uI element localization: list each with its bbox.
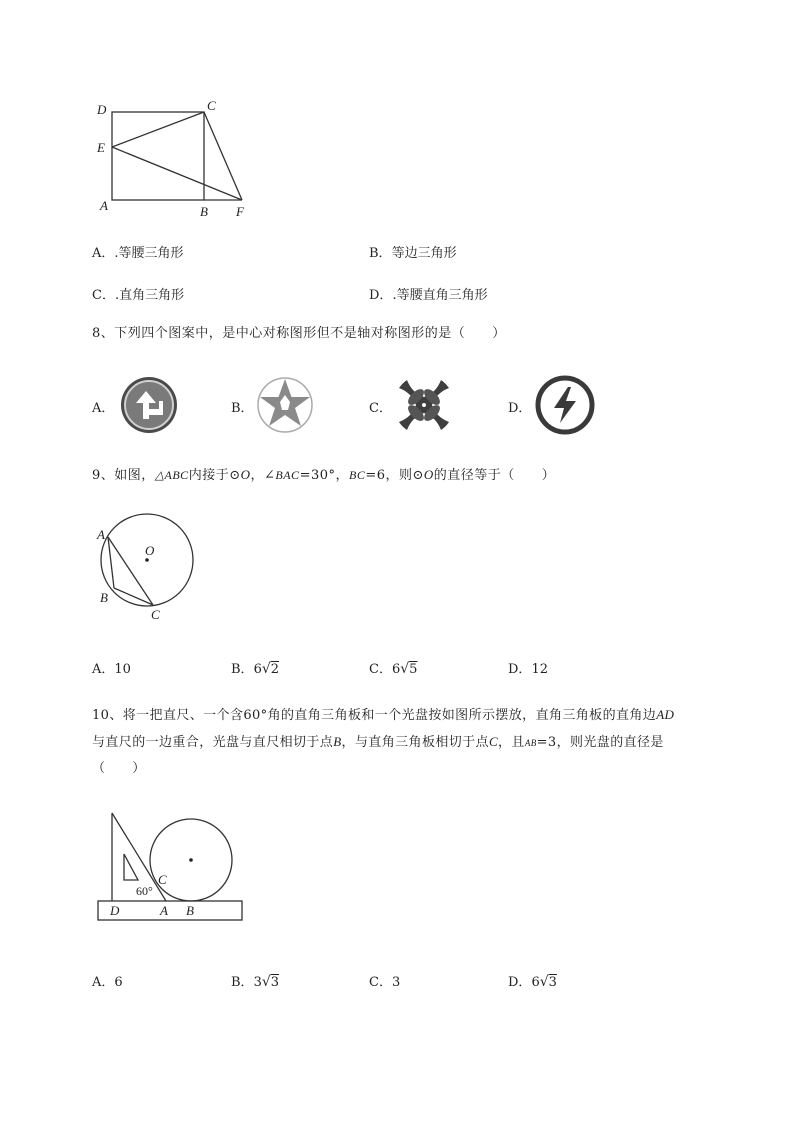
option-letter: C． xyxy=(92,288,115,303)
q9-label-c: C xyxy=(151,607,160,622)
option-letter: B． xyxy=(369,246,392,261)
q9-label-a: A xyxy=(97,527,105,542)
q10-option-c[interactable]: C．3 xyxy=(369,975,401,990)
option-letter: C． xyxy=(369,401,392,416)
option-text: .直角三角形 xyxy=(114,288,185,303)
q9-option-d[interactable]: D．12 xyxy=(508,662,548,677)
q9-option-c[interactable]: C．6√5 xyxy=(369,661,418,677)
q8-option-d[interactable] xyxy=(508,397,531,416)
option-text: 等边三角形 xyxy=(391,246,457,261)
q7-geometry-diagram xyxy=(90,95,260,225)
option-letter: B． xyxy=(231,401,254,416)
q10-label-b: B xyxy=(186,903,194,918)
q9-label-b: B xyxy=(100,590,108,605)
q9-stem: 9、如图，△ABC内接于⊙O，∠BAC=30°，BC=6，则⊙O的直径等于（ ） xyxy=(92,467,556,483)
option-text: .等腰直角三角形 xyxy=(392,288,488,303)
q7-label-f: F xyxy=(236,204,244,219)
q10-stem: 10、将一把直尺、一个含60°角的直角三角板和一个光盘按如图所示摆放，直角三角板的直角边AD 与直尺的一边重合，光盘与直尺相切于点B，与直角三角板相切于点C，且AB=3，则光盘的直径是 （ ） xyxy=(92,707,675,776)
q10-label-d: D xyxy=(110,903,120,918)
q7-label-c: C xyxy=(207,98,216,113)
q8-option-b[interactable] xyxy=(231,397,254,416)
option-text: .等腰三角形 xyxy=(114,246,184,261)
sqrt-sign: √ xyxy=(261,974,271,990)
q7-option-a[interactable] xyxy=(92,242,184,261)
q8-option-a[interactable] xyxy=(92,397,114,416)
q9-label-o: O xyxy=(145,543,155,558)
q7-option-c[interactable] xyxy=(92,284,184,303)
sqrt-sign: √ xyxy=(400,661,410,677)
star-in-circle-icon xyxy=(255,375,315,435)
q9-option-a[interactable]: A．10 xyxy=(92,662,131,677)
option-letter: D． xyxy=(369,288,393,303)
q9-option-b[interactable]: B．6√2 xyxy=(231,661,280,677)
four-petal-icon xyxy=(394,375,454,435)
q8-option-c[interactable] xyxy=(369,397,392,416)
option-letter: A． xyxy=(92,401,115,416)
q7-label-a: A xyxy=(100,198,108,213)
q8-stem: 8、下列四个图案中，是中心对称图形但不是轴对称图形的是（ ） xyxy=(92,326,506,341)
q10-label-c: C xyxy=(158,872,167,887)
q10-label-a: A xyxy=(160,903,168,918)
q10-option-d[interactable]: D．6√3 xyxy=(508,974,557,990)
q10-option-a[interactable]: A．6 xyxy=(92,975,123,990)
sqrt-sign: √ xyxy=(261,661,271,677)
q10-figure xyxy=(95,805,255,930)
road-sign-icon xyxy=(119,375,179,435)
q7-option-b[interactable] xyxy=(369,242,457,261)
option-letter: D． xyxy=(508,401,532,416)
q7-figure xyxy=(90,95,260,225)
q7-option-d[interactable] xyxy=(369,284,488,303)
sqrt-sign: √ xyxy=(539,974,549,990)
q7-label-b: B xyxy=(200,204,208,219)
q7-label-d: D xyxy=(97,102,107,117)
q9-circle-diagram xyxy=(90,510,210,625)
q10-option-b[interactable]: B．3√3 xyxy=(231,974,280,990)
lightning-icon xyxy=(535,375,595,435)
q7-label-e: E xyxy=(97,140,105,155)
option-letter: A． xyxy=(92,246,115,261)
q10-label-angle: 60° xyxy=(136,884,153,898)
q9-figure xyxy=(90,510,210,625)
